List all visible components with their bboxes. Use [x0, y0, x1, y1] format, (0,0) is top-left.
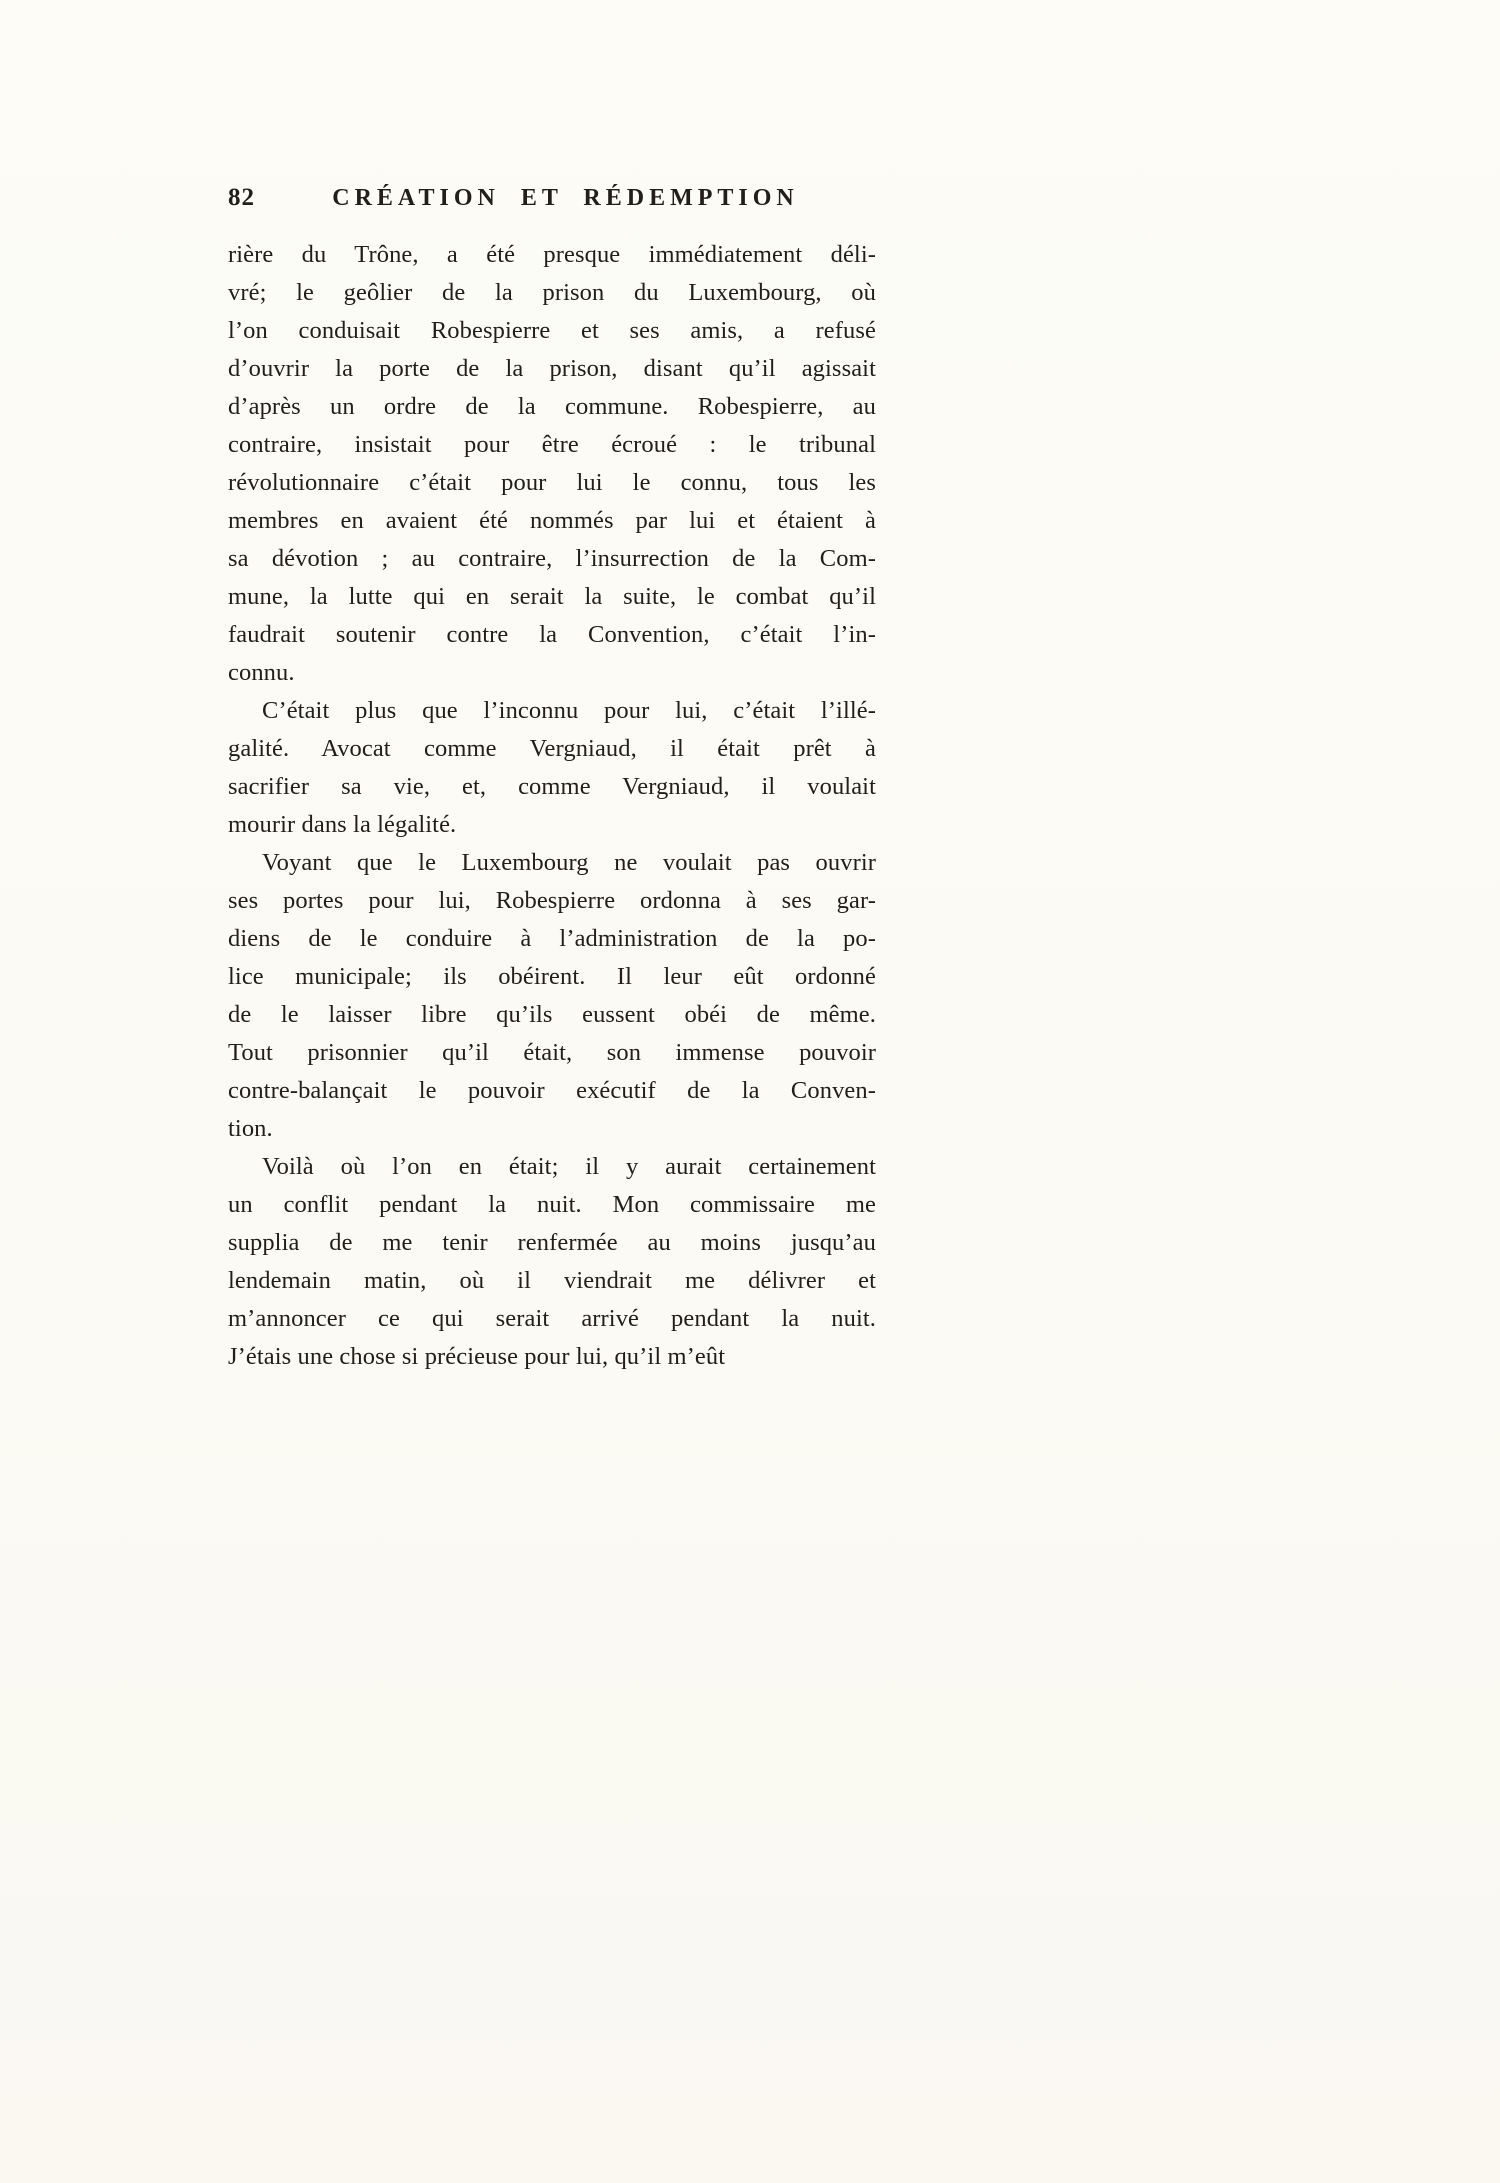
text-line: contraire, insistait pour être écroué : le tribunal: [228, 431, 876, 458]
text-line: lendemain matin, où il viendrait me délivrer et: [228, 1267, 876, 1294]
text-line: rière du Trône, a été presque immédiatement déli-: [228, 241, 876, 268]
running-title: CRÉATION ET RÉDEMPTION: [332, 185, 799, 211]
text-line: vré; le geôlier de la prison du Luxembourg, où: [228, 279, 876, 306]
text-line: Tout prisonnier qu’il était, son immense pouvoir: [228, 1039, 876, 1066]
text-line: révolutionnaire c’était pour lui le connu, tous les: [228, 469, 876, 496]
text-line: d’ouvrir la porte de la prison, disant qu’il agissait: [228, 355, 876, 382]
text-line: diens de le conduire à l’administration de la po-: [228, 925, 876, 952]
text-line: J’étais une chose si précieuse pour lui, qu’il m’eût: [228, 1343, 726, 1370]
text-line: sacrifier sa vie, et, comme Vergniaud, il voulait: [228, 773, 876, 800]
paragraph: [228, 1148, 876, 1376]
page-number: 82: [228, 184, 255, 211]
text-line: supplia de me tenir renfermée au moins jusqu’au: [228, 1229, 876, 1256]
text-line: d’après un ordre de la commune. Robespierre, au: [228, 393, 876, 420]
text-line: l’on conduisait Robespierre et ses amis, a refusé: [228, 317, 876, 344]
paragraph: [228, 692, 876, 844]
page-header: [228, 184, 876, 212]
text-line: ses portes pour lui, Robespierre ordonna à ses gar-: [228, 887, 876, 914]
text-line: sa dévotion ; au contraire, l’insurrection de la Com-: [228, 545, 876, 572]
text-line: Voyant que le Luxembourg ne voulait pas ouvrir: [262, 849, 876, 876]
text-line: membres en avaient été nommés par lui et étaient à: [228, 507, 876, 534]
text-line: tion.: [228, 1115, 273, 1142]
text-line: contre-balançait le pouvoir exécutif de la Conven-: [228, 1077, 876, 1104]
text-line: un conflit pendant la nuit. Mon commissaire me: [228, 1191, 876, 1218]
text-line: de le laisser libre qu’ils eussent obéi de même.: [228, 1001, 876, 1028]
text-line: lice municipale; ils obéirent. Il leur eût ordonné: [228, 963, 876, 990]
text-line: connu.: [228, 659, 295, 686]
text-line: C’était plus que l’inconnu pour lui, c’était l’illé-: [262, 697, 876, 724]
text-line: galité. Avocat comme Vergniaud, il était prêt à: [228, 735, 876, 762]
text-line: mourir dans la légalité.: [228, 811, 457, 838]
text-line: mune, la lutte qui en serait la suite, le combat qu’il: [228, 583, 876, 610]
text-line: faudrait soutenir contre la Convention, c’était l’in-: [228, 621, 876, 648]
text-block: [228, 236, 876, 1376]
paragraph: [228, 844, 876, 1148]
text-line: m’annoncer ce qui serait arrivé pendant la nuit.: [228, 1305, 876, 1332]
paragraph: [228, 236, 876, 692]
text-line: Voilà où l’on en était; il y aurait certainement: [262, 1153, 876, 1180]
